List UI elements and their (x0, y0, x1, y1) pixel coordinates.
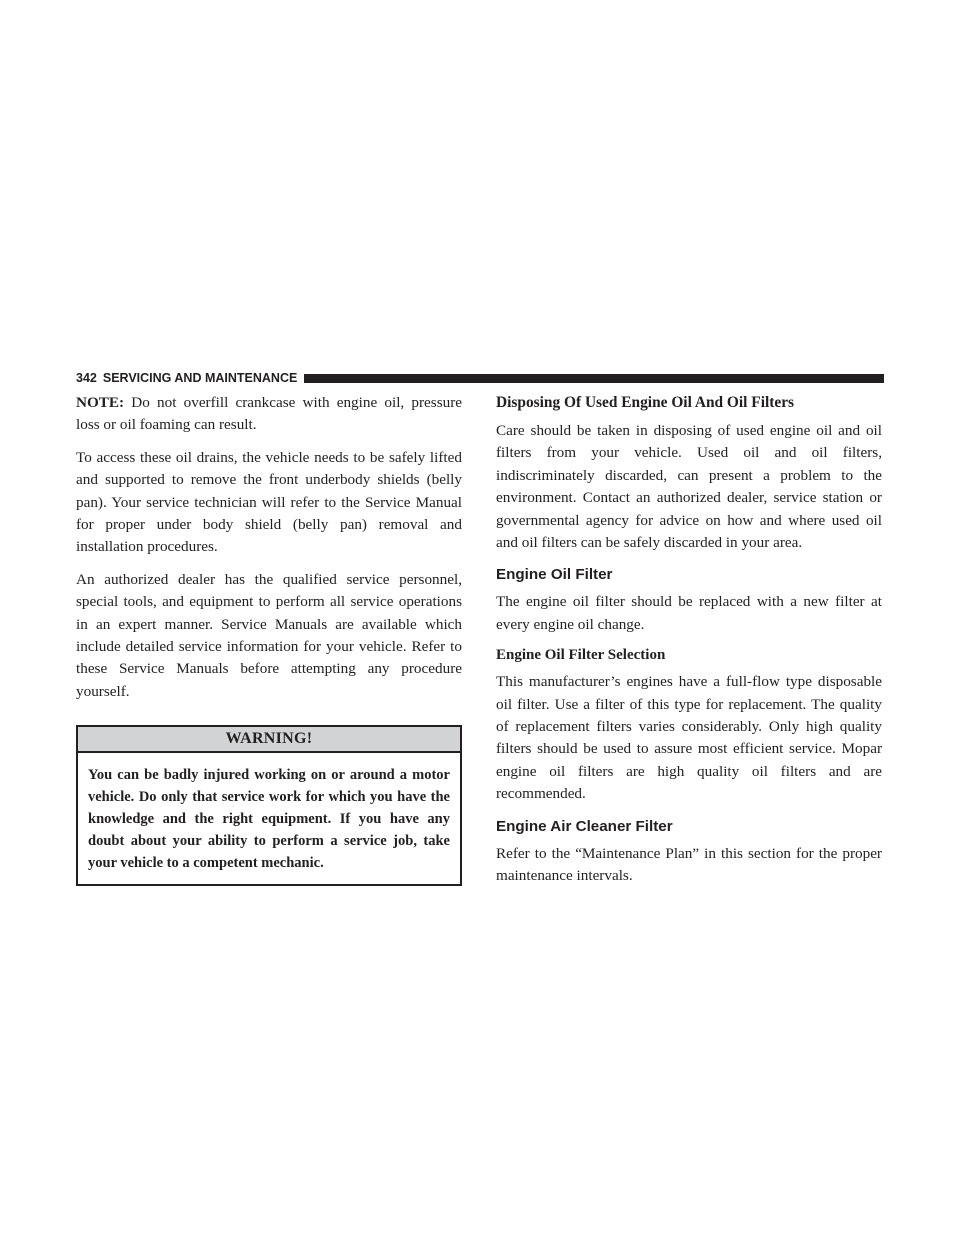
section-title: SERVICING AND MAINTENANCE (102, 371, 298, 385)
air-cleaner-paragraph: Refer to the “Maintenance Plan” in this section for the proper maintenance intervals. (496, 844, 882, 885)
page-header (76, 370, 884, 386)
warning-box (76, 725, 462, 886)
right-column (496, 392, 882, 898)
note-label: NOTE: (76, 394, 125, 411)
air-cleaner-heading: Engine Air Cleaner Filter (496, 817, 673, 835)
note-text: Do not overfill crankcase with engine oil, pressure loss or oil foaming can result. (76, 394, 463, 434)
note-paragraph (76, 392, 462, 437)
access-paragraph: To access these oil drains, the vehicle needs to be safely lifted and supported to remove the front underbody shields (belly pan). Your service technician will refer to the Service Manual for proper under body shield (belly pan) removal and installation procedures. (76, 448, 462, 556)
filter-selection-heading: Engine Oil Filter Selection (496, 647, 666, 664)
filter-selection-paragraph: This manufacturer’s engines have a full-flow type disposable oil filter. Use a filter of this type for replacement. The quality of replacement filters varies considerably. Only high quality filters should be used to assure most efficient service. Mopar engine oil filters are high quality oil filters and are recommended. (496, 673, 882, 803)
page-number: 342 (76, 371, 97, 385)
disposing-heading: Disposing Of Used Engine Oil And Oil Filters (496, 394, 795, 411)
warning-title: WARNING! (78, 727, 460, 753)
dealer-paragraph: An authorized dealer has the qualified service personnel, special tools, and equipment to perform all service operations in an expert manner. Service Manuals are available which include detailed service information for your vehicle. Refer to these Service Manuals before attempting any procedure yourself. (76, 570, 462, 700)
oil-filter-paragraph: The engine oil filter should be replaced with a new filter at every engine oil change. (496, 593, 882, 633)
warning-body: You can be badly injured working on or around a motor vehicle. Do only that service work for which you have the knowledge and the right equipment. If you have any doubt about your ability to perform a service job, take your vehicle to a competent mechanic. (88, 767, 450, 872)
left-column (76, 392, 462, 886)
header-rule (304, 374, 884, 383)
disposing-paragraph: Care should be taken in disposing of used engine oil and oil filters from your vehicle. Used oil and oil filters, indiscriminately discarded, can present a problem to the environment. Contact an authorized dealer, service station or governmental agency for advice on how and where used oil and oil filters can be safely discarded in your area. (496, 422, 882, 552)
oil-filter-heading: Engine Oil Filter (496, 566, 613, 584)
